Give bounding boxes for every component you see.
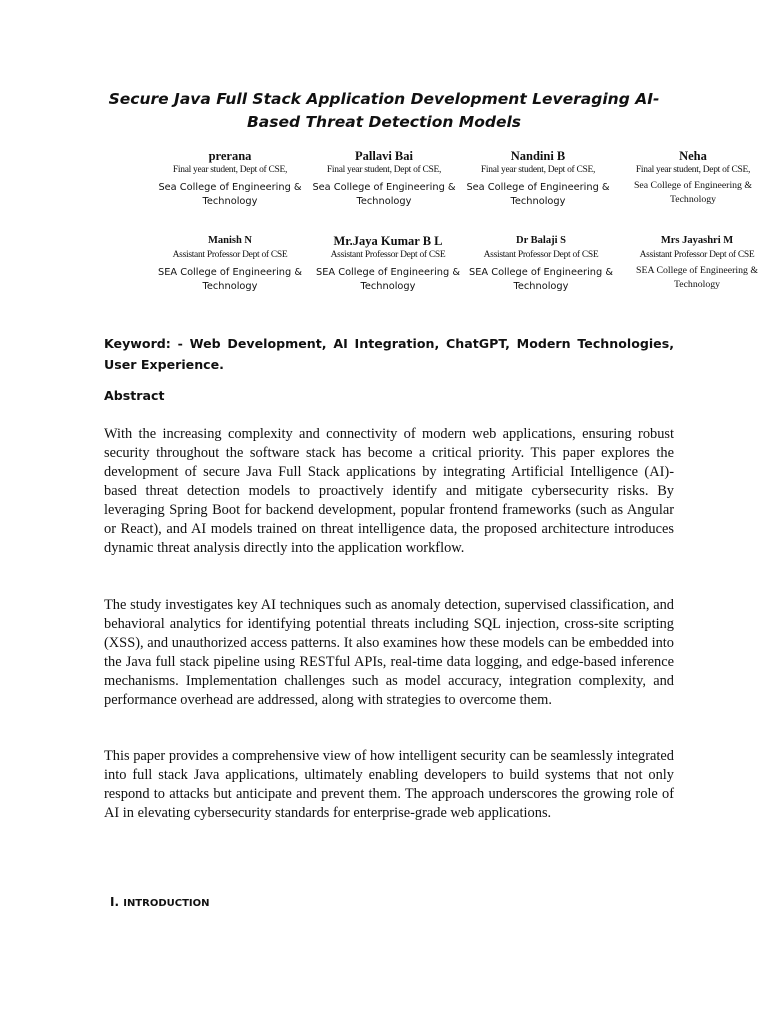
abstract-paragraph: The study investigates key AI techniques such as anomaly detection, supervised classification, and behavioral analytics for identifying potential threats including SQL injection, cross-site scripting (XSS), and unauthorized access patterns. It also examines how these models can be embedded into the Java full stack pipeline using RESTful APIs, real-time data logging, and edge-based inference mechanisms. Implementation challenges such as model accuracy, integration complexity, and performance overhead are addressed, along with strategies to overcome them. bbox=[104, 597, 674, 708]
author-name: Mr.Jaya Kumar B L bbox=[333, 234, 443, 248]
author-role: Assistant Professor Dept of CSE bbox=[639, 250, 755, 260]
author-role: Final year student, Dept of CSE, bbox=[480, 165, 596, 175]
author-affiliation: SEA College of Engineering & Technology bbox=[316, 267, 460, 292]
author-name: Neha bbox=[679, 149, 707, 163]
author-affiliation: Sea College of Engineering & Technology bbox=[466, 182, 610, 207]
author-block bbox=[464, 233, 618, 294]
keywords: Keyword: - Web Development, AI Integration, ChatGPT, Modern Technologies, User Experience. bbox=[104, 336, 674, 372]
author-affiliation: Sea College of Engineering & Technology bbox=[633, 180, 753, 205]
section-heading bbox=[110, 893, 210, 913]
author-block bbox=[616, 148, 768, 207]
section-number: I. bbox=[110, 895, 120, 909]
abstract-paragraph: With the increasing complexity and connectivity of modern web applications, ensuring robust security throughout the software stack has become a critical priority. This paper explores the development of secure Java Full Stack applications by integrating Artificial Intelligence (AI)-based threat detection models to proactively identify and mitigate cybersecurity risks. By leveraging Spring Boot for backend development, popular frontend frameworks (such as Angular or React), and AI models trained on threat intelligence data, the proposed architecture introduces dynamic threat analysis directly into the application workflow. bbox=[104, 426, 674, 556]
author-affiliation: SEA College of Engineering & Technology bbox=[469, 267, 613, 292]
author-block bbox=[307, 148, 461, 209]
author-name: Pallavi Bai bbox=[355, 149, 413, 163]
author-name: Mrs Jayashri M bbox=[660, 235, 734, 246]
author-block bbox=[620, 233, 768, 292]
author-block bbox=[153, 148, 307, 209]
author-affiliation: SEA College of Engineering & Technology bbox=[158, 267, 302, 292]
author-block bbox=[153, 233, 307, 294]
author-affiliation: SEA College of Engineering & Technology bbox=[636, 265, 758, 290]
paper-title: Secure Java Full Stack Application Development Leveraging AI-Based Threat Detection Models bbox=[108, 90, 660, 131]
author-role: Final year student, Dept of CSE, bbox=[635, 165, 751, 175]
abstract-paragraph: This paper provides a comprehensive view of how intelligent security can be seamlessly integrated into full stack Java applications, ultimately enabling developers to build systems that not only respond to attacks but anticipate and prevent them. The approach underscores the growing role of AI in elevating cybersecurity standards for enterprise-grade web applications. bbox=[104, 748, 674, 821]
author-role: Final year student, Dept of CSE, bbox=[326, 165, 442, 175]
author-role: Assistant Professor Dept of CSE bbox=[483, 250, 599, 260]
author-block bbox=[461, 148, 615, 209]
author-name: prerana bbox=[208, 149, 252, 163]
author-role: Assistant Professor Dept of CSE bbox=[330, 250, 446, 260]
author-affiliation: Sea College of Engineering & Technology bbox=[158, 182, 302, 207]
abstract-heading: Abstract bbox=[104, 388, 165, 403]
author-name: Nandini B bbox=[510, 149, 566, 163]
section-title: INTRODUCTION bbox=[123, 898, 210, 909]
author-role: Final year student, Dept of CSE, bbox=[172, 165, 288, 175]
author-role: Assistant Professor Dept of CSE bbox=[172, 250, 288, 260]
author-name: Manish N bbox=[207, 235, 253, 246]
author-block bbox=[311, 233, 465, 294]
author-affiliation: Sea College of Engineering & Technology bbox=[312, 182, 456, 207]
author-name: Dr Balaji S bbox=[516, 235, 566, 246]
